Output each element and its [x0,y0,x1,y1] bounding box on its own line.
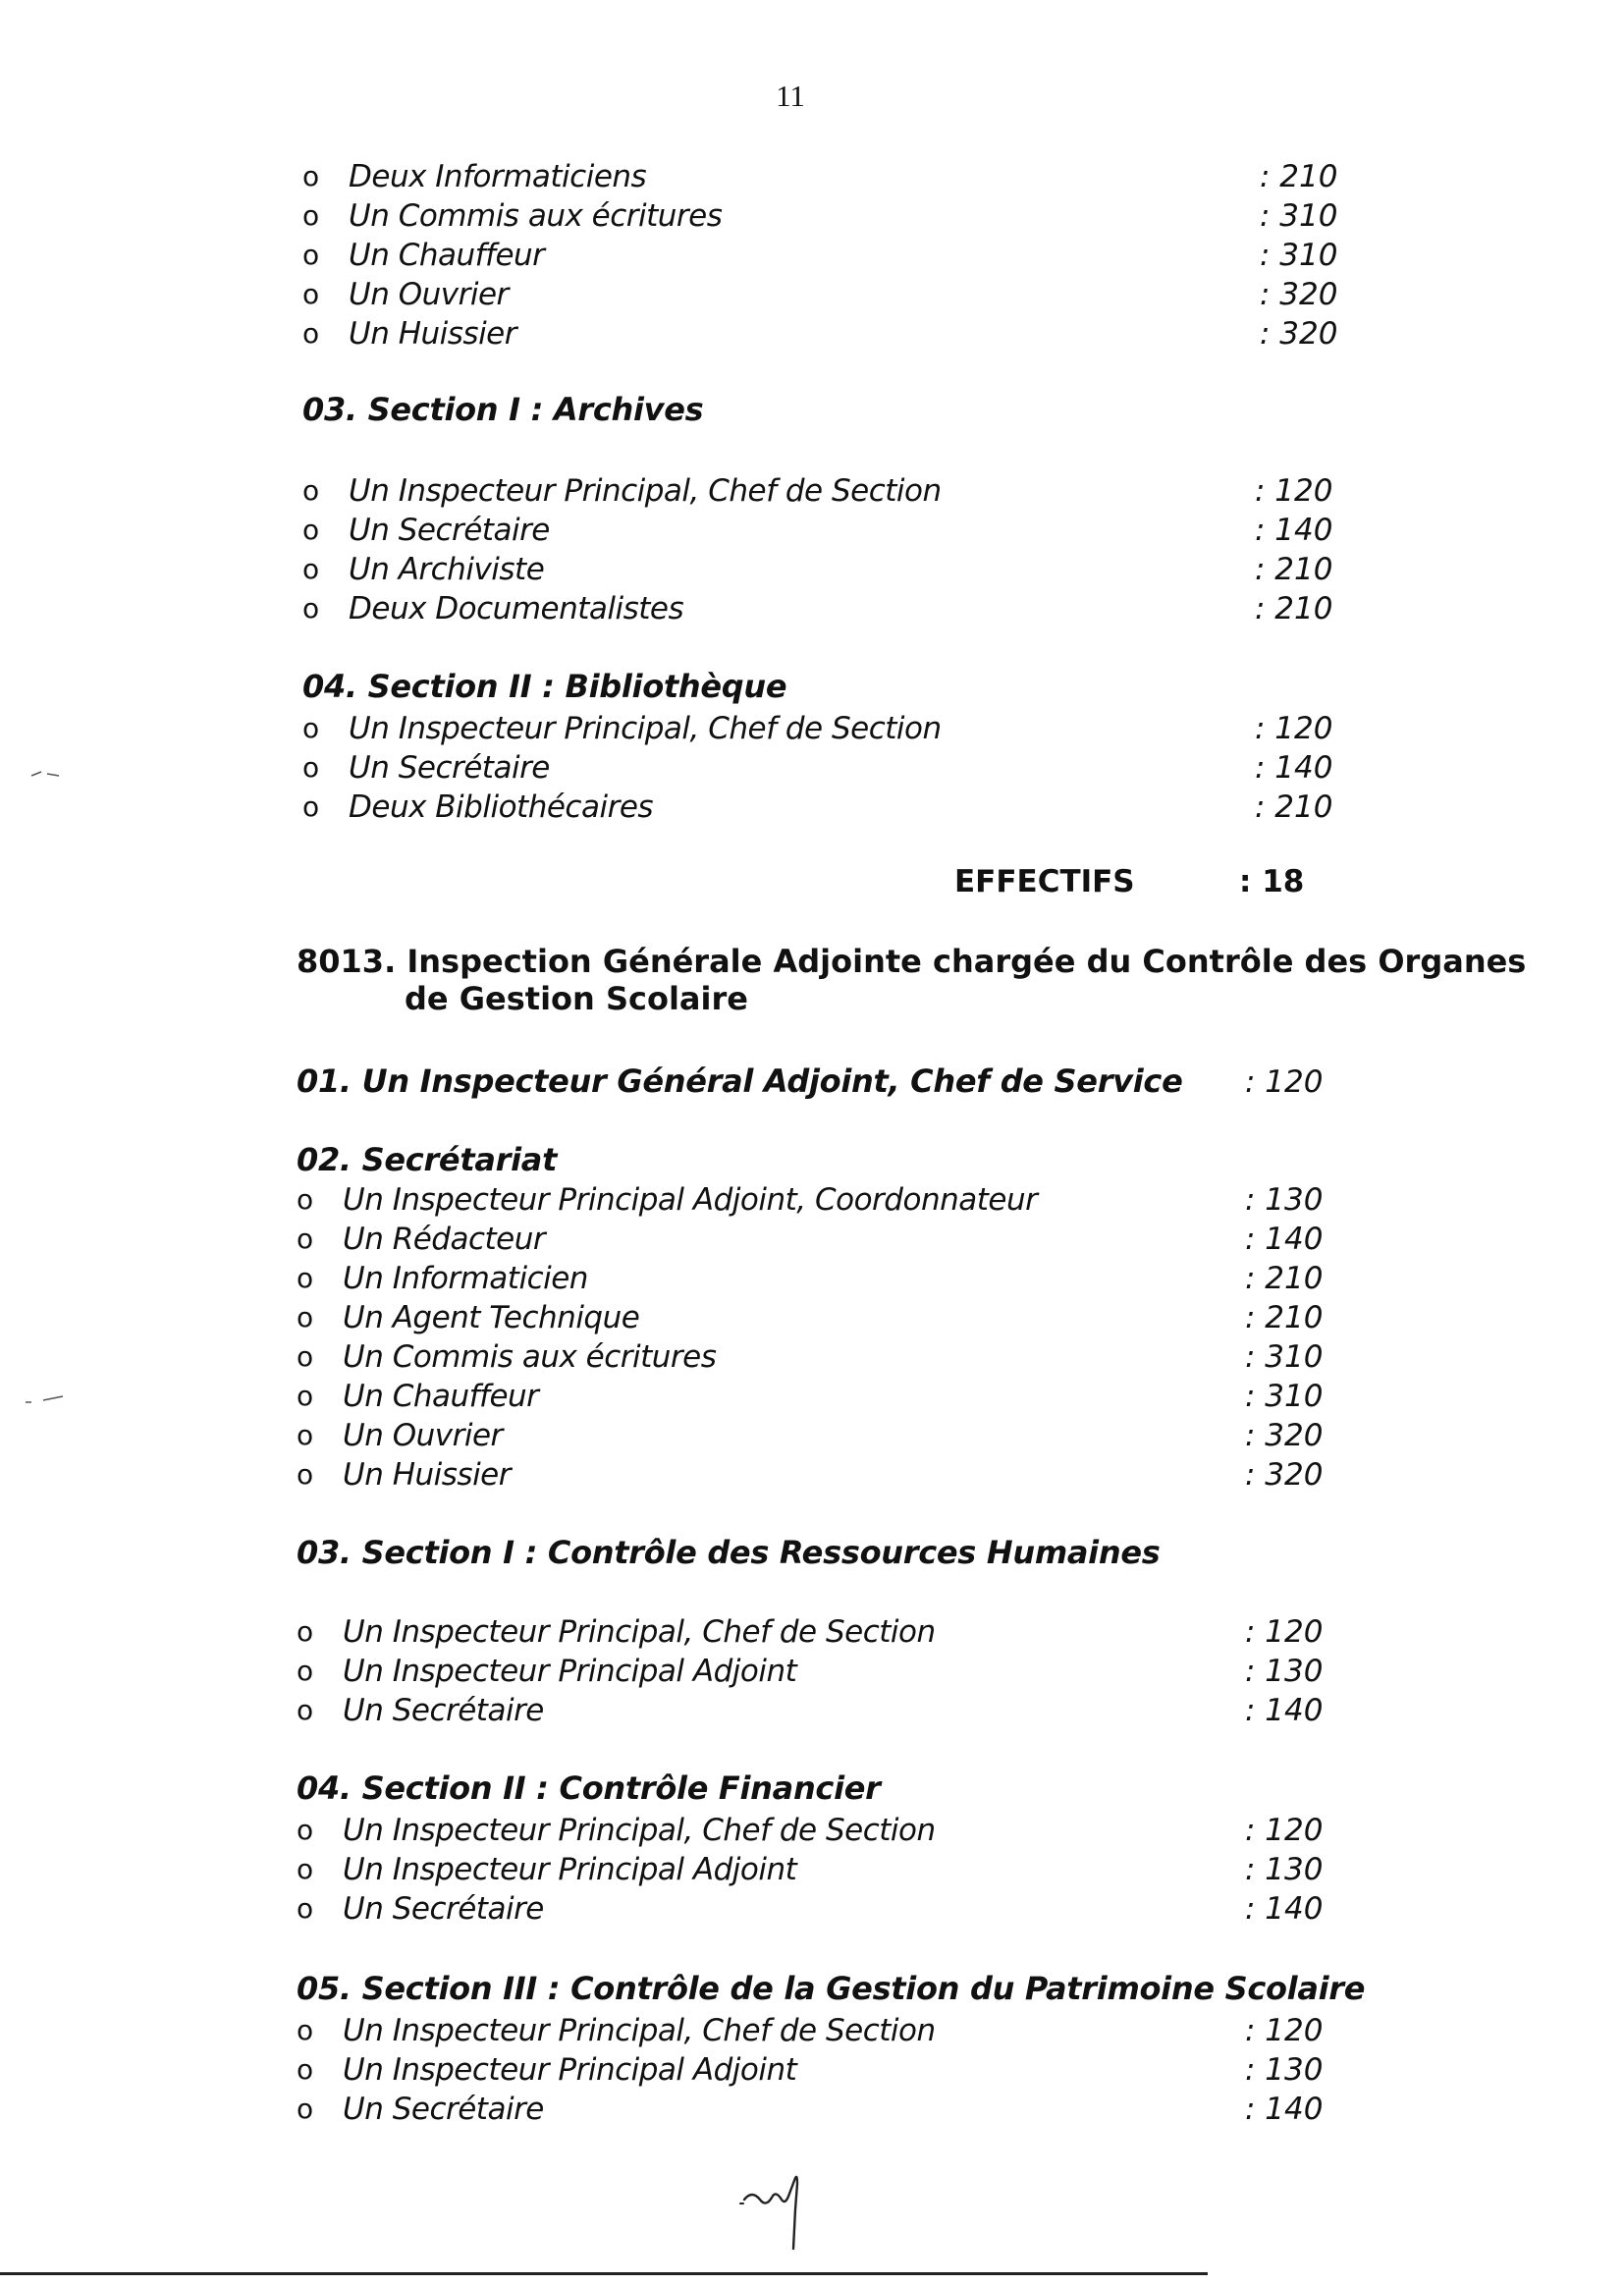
list-bullet: o [302,514,320,546]
item-label: Un Agent Technique [343,1300,640,1335]
list-item [302,589,1363,628]
item-label: Un Huissier [343,1457,511,1493]
list-item [297,1259,1357,1298]
section-heading-patrimoine: 05. Section III : Contrôle de la Gestion du Patrimoine Scolaire [297,1970,1366,2007]
list-item [297,2011,1357,2050]
list-item [297,1377,1357,1416]
item-label: Un Commis aux écritures [349,198,723,234]
item-value: : 130 [1245,1852,1324,1887]
item-value: : 140 [1255,750,1333,786]
item-value: : 210 [1245,1300,1324,1335]
item-value: : 130 [1245,2052,1324,2088]
section-heading-financier: 04. Section II : Contrôle Financier [297,1769,881,1807]
list-bullet: o [297,1694,314,1726]
list-bullet: o [302,751,320,784]
item-label: Deux Informaticiens [349,159,647,194]
item-label: Un Informaticien [343,1261,588,1296]
list-item [297,2090,1357,2129]
list-item [297,1298,1357,1337]
item-label: Un Chauffeur [343,1379,539,1414]
list-item [302,314,1363,354]
item-value: : 130 [1245,1654,1324,1689]
list-bullet: o [297,1262,314,1294]
item-value: : 120 [1245,1813,1324,1848]
item-value: : 130 [1245,1182,1324,1218]
list-item [297,1652,1357,1691]
item-value: : 310 [1260,238,1338,273]
item-label: Un Inspecteur Principal, Chef de Section [343,1813,936,1848]
item-label: Un Inspecteur Principal Adjoint [343,2052,797,2088]
list-bullet: o [302,712,320,744]
list-bullet: o [297,1301,314,1333]
item-value: : 310 [1260,198,1338,234]
list-bullet: o [302,592,320,625]
list-item [302,788,1363,827]
item-value: : 210 [1255,591,1333,626]
scan-artifact-icon [29,766,69,780]
item-label: Un Inspecteur Principal, Chef de Section [343,1614,936,1650]
bottom-rule [0,2272,1208,2275]
list-bullet: o [297,1615,314,1648]
item-value: : 320 [1245,1418,1324,1453]
chef-service-value: : 120 [1245,1064,1324,1100]
list-bullet: o [302,553,320,585]
page-number: 11 [776,79,805,113]
list-item [302,275,1363,314]
item-label: Un Commis aux écritures [343,1339,717,1375]
chef-service-heading: 01. Un Inspecteur Général Adjoint, Chef de Service [297,1062,1183,1100]
item-value: : 320 [1260,277,1338,312]
item-value: : 120 [1255,711,1333,746]
section-heading-bibliotheque: 04. Section II : Bibliothèque [302,668,787,705]
item-value: : 140 [1245,2092,1324,2127]
item-label: Un Secrétaire [343,2092,544,2127]
item-label: Un Inspecteur Principal Adjoint [343,1654,797,1689]
item-label: Un Secrétaire [349,513,550,548]
item-value: : 210 [1255,552,1333,587]
list-item [302,550,1363,589]
item-label: Un Inspecteur Principal, Chef de Section [349,473,942,509]
list-bullet: o [297,1340,314,1373]
scan-artifact-icon [24,1392,69,1406]
list-item [297,2050,1357,2090]
list-item [302,157,1363,196]
item-label: Un Huissier [349,316,516,352]
list-bullet: o [297,2053,314,2086]
list-item [297,1180,1357,1220]
effectifs-value: : 18 [1239,864,1305,899]
list-bullet: o [297,1380,314,1412]
list-bullet: o [297,1814,314,1846]
list-bullet: o [302,317,320,350]
list-item [302,236,1363,275]
list-bullet: o [302,474,320,507]
list-item [302,748,1363,788]
list-item [297,1337,1357,1377]
item-value: : 120 [1245,1614,1324,1650]
list-item [302,709,1363,748]
list-bullet: o [297,1458,314,1491]
item-value: : 140 [1255,513,1333,548]
list-bullet: o [297,1183,314,1216]
item-value: : 320 [1260,316,1338,352]
list-item [297,1889,1357,1929]
list-item [297,1455,1357,1495]
item-label: Un Secrétaire [343,1891,544,1927]
list-item [297,1811,1357,1850]
list-item [302,511,1363,550]
list-bullet: o [297,1223,314,1255]
item-value: : 210 [1255,789,1333,825]
item-value: : 320 [1245,1457,1324,1493]
item-value: : 140 [1245,1891,1324,1927]
secretariat-heading: 02. Secrétariat [297,1141,558,1178]
list-bullet: o [302,160,320,192]
item-value: : 120 [1245,2013,1324,2048]
item-label: Un Secrétaire [343,1693,544,1728]
item-label: Un Inspecteur Principal, Chef de Section [349,711,942,746]
list-bullet: o [297,2093,314,2125]
list-bullet: o [297,1853,314,1885]
list-item [302,471,1363,511]
list-item [302,196,1363,236]
handwritten-initials-icon [738,2170,817,2258]
list-bullet: o [302,790,320,823]
item-label: Un Inspecteur Principal, Chef de Section [343,2013,936,2048]
item-label: Un Inspecteur Principal Adjoint [343,1852,797,1887]
list-bullet: o [297,2014,314,2046]
list-item [297,1691,1357,1730]
list-bullet: o [297,1655,314,1687]
item-label: Un Ouvrier [343,1418,503,1453]
item-value: : 140 [1245,1222,1324,1257]
item-value: : 310 [1245,1339,1324,1375]
list-item [297,1612,1357,1652]
item-label: Un Secrétaire [349,750,550,786]
list-item [297,1416,1357,1455]
item-value: : 310 [1245,1379,1324,1414]
item-label: Un Inspecteur Principal Adjoint, Coordonnateur [343,1182,1038,1218]
item-value: : 210 [1245,1261,1324,1296]
list-bullet: o [297,1892,314,1925]
item-label: Un Rédacteur [343,1222,546,1257]
item-label: Un Ouvrier [349,277,509,312]
item-label: Un Archiviste [349,552,545,587]
item-label: Deux Documentalistes [349,591,684,626]
item-label: Un Chauffeur [349,238,545,273]
item-value: : 140 [1245,1693,1324,1728]
section-heading-rh: 03. Section I : Contrôle des Ressources Humaines [297,1534,1161,1571]
list-bullet: o [302,239,320,271]
list-bullet: o [297,1419,314,1451]
section-heading-archives: 03. Section I : Archives [302,391,704,428]
list-item [297,1220,1357,1259]
inspection-title-line1: 8013. Inspection Générale Adjointe chargée du Contrôle des Organes [297,943,1527,980]
effectifs-label: EFFECTIFS [954,864,1135,899]
item-value: : 210 [1260,159,1338,194]
item-value: : 120 [1255,473,1333,509]
list-item [297,1850,1357,1889]
item-label: Deux Bibliothécaires [349,789,654,825]
list-bullet: o [302,278,320,310]
list-bullet: o [302,199,320,232]
inspection-title-line2: de Gestion Scolaire [405,980,748,1017]
